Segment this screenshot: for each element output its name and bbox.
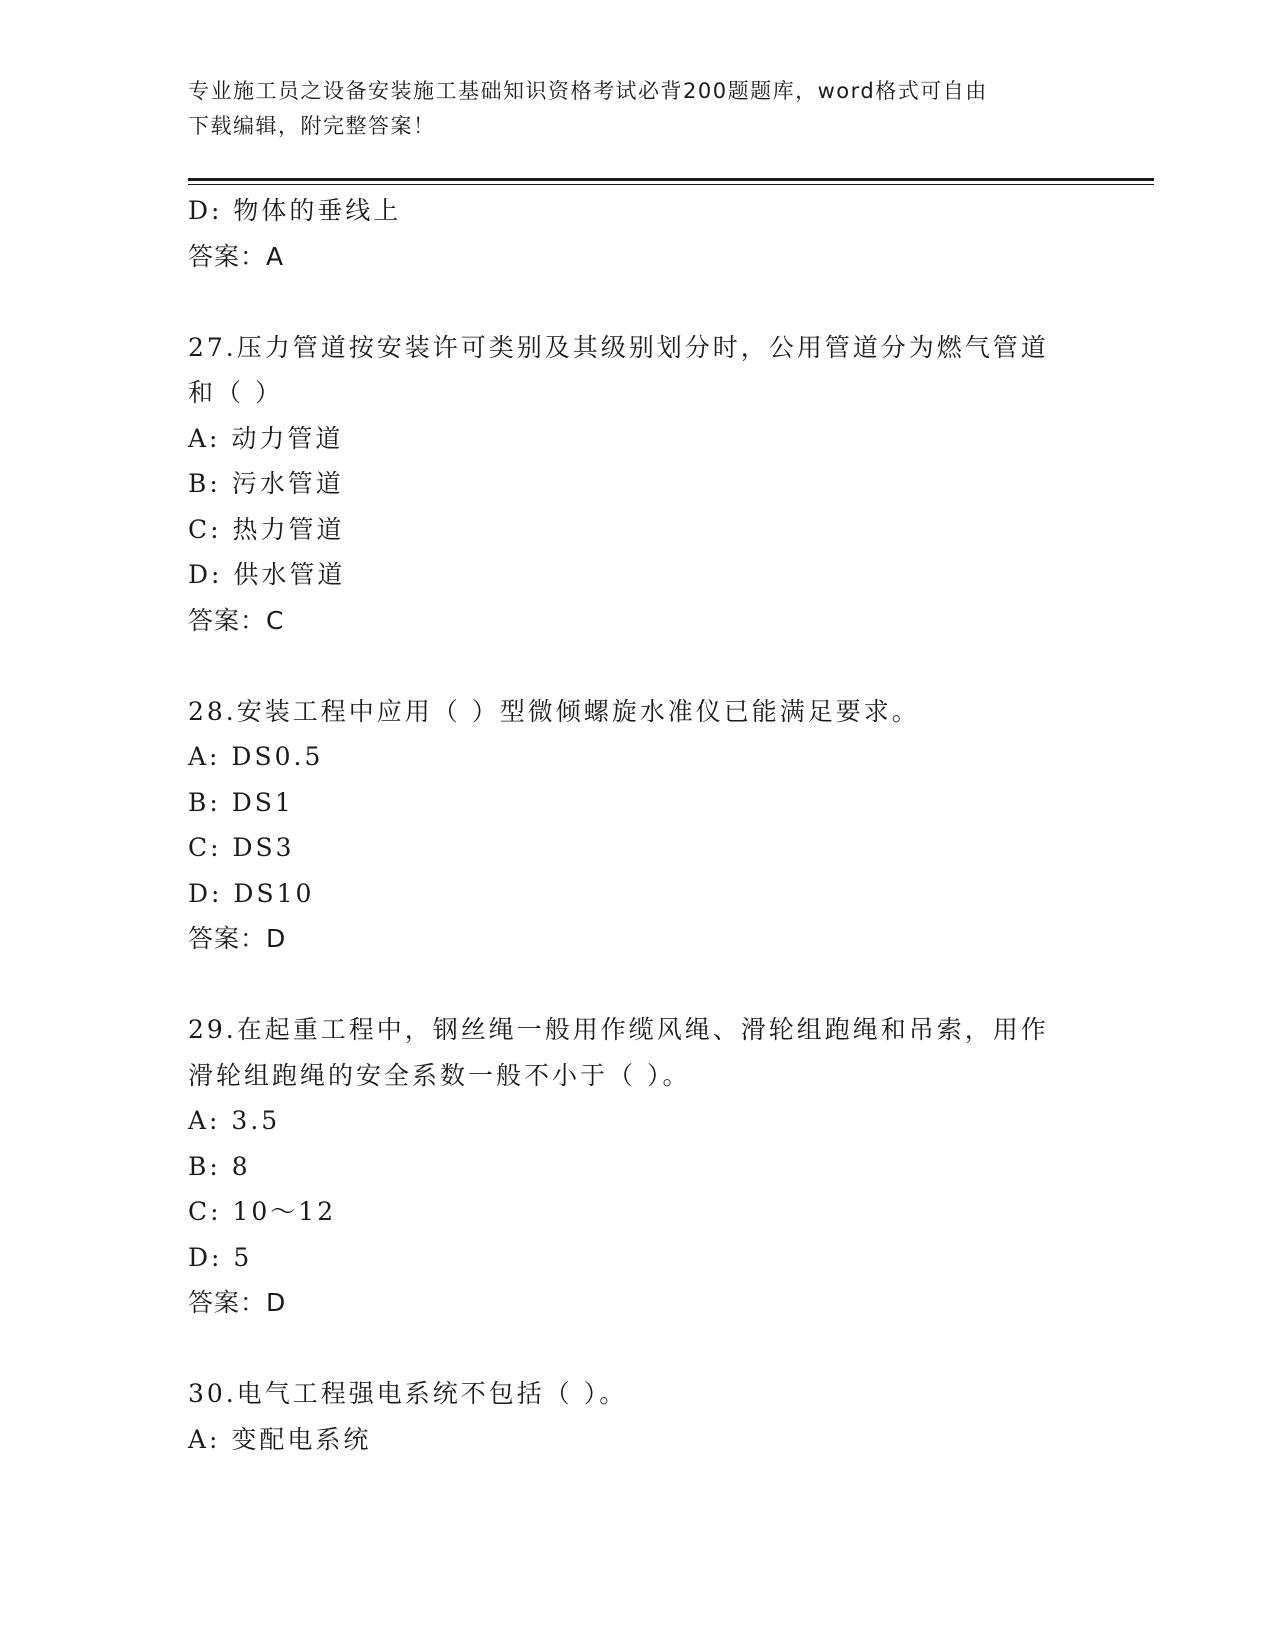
answer-label: 答案：A [188,241,285,271]
question-28 [188,689,1088,962]
spacer [188,1326,1088,1372]
spacer [188,962,1088,1008]
answer-label: 答案：D [188,924,287,953]
option-c: C: 热力管道 [188,514,345,544]
option-a: A: 动力管道 [188,423,344,453]
question-27 [188,325,1088,644]
question-29 [188,1007,1088,1326]
document-header [188,74,1068,144]
question-list [188,188,1088,1462]
question-26-tail [188,188,1088,279]
option-b: B: 8 [188,1151,251,1181]
option-b: B: 污水管道 [188,469,344,498]
header-divider-thick [188,178,1154,181]
question-30 [188,1371,1088,1462]
option-d: D: DS10 [188,878,315,908]
spacer [188,643,1088,689]
header-line-1: 专业施工员之设备安装施工基础知识资格考试必背200题题库，word格式可自由 [188,79,988,103]
question-stem: 28.安装工程中应用（ ）型微倾螺旋水准仪已能满足要求。 [188,696,920,726]
option-a: A: 变配电系统 [188,1424,372,1454]
header-line-2: 下载编辑，附完整答案！ [188,114,436,138]
option-d: D: 5 [188,1242,253,1272]
question-stem-cont: 和（ ） [188,378,283,407]
question-stem: 29.在起重工程中，钢丝绳一般用作缆风绳、滑轮组跑绳和吊索，用作 [188,1015,1049,1044]
question-stem: 27.压力管道按安装许可类别及其级别划分时，公用管道分为燃气管道 [188,332,1049,362]
answer-label: 答案：C [188,605,285,635]
option-d: D: 供水管道 [188,560,346,589]
option-d: D: 物体的垂线上 [188,196,402,225]
option-c: C: DS3 [188,833,295,862]
option-a: A: 3.5 [188,1106,281,1135]
option-c: C: 10～12 [188,1197,337,1226]
spacer [188,279,1088,325]
question-stem: 30.电气工程强电系统不包括（ ）。 [188,1379,628,1408]
answer-label: 答案：D [188,1288,287,1317]
header-divider-thin [188,184,1154,185]
option-a: A: DS0.5 [188,742,324,771]
question-stem-cont: 滑轮组跑绳的安全系数一般不小于（ ）。 [188,1060,691,1090]
option-b: B: DS1 [188,787,294,817]
